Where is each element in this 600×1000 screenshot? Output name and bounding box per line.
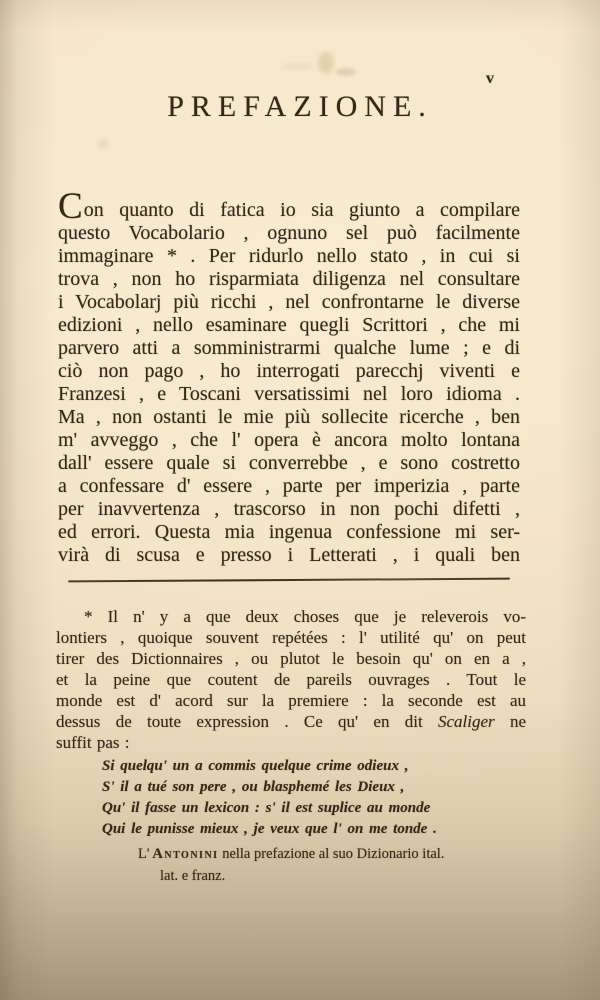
footnote-line: tirer des Dictionnaires , ou plutot le besoin qu' on en a , xyxy=(56,649,526,668)
scan-smudge xyxy=(318,52,334,74)
footnote-line-text: ne xyxy=(494,712,526,731)
attribution-line-1 xyxy=(138,843,558,865)
footnote-block xyxy=(56,606,526,753)
paragraph-line: questo Vocabolario , ognuno sel può facilmente xyxy=(58,222,520,244)
verse-line: Si quelqu' un a commis quelque crime odieux , xyxy=(102,758,409,774)
attribution-line-2: lat. e franz. xyxy=(160,868,226,884)
footnote-line: lontiers , quoique souvent repétées : l' utilité qu' on peut xyxy=(56,628,526,647)
verse-line: Qu' il fasse un lexicon : s' il est suplice au monde xyxy=(102,800,431,816)
paragraph-first-line xyxy=(58,186,520,227)
footnote-attribution xyxy=(138,843,558,887)
paragraph-line: dall' essere quale si converrebbe , e sono costretto xyxy=(58,452,520,474)
verse-quotation xyxy=(102,756,522,840)
scan-smudge xyxy=(282,64,312,69)
verse-line: S' il a tué son pere , ou blasphemé les Dieux , xyxy=(102,779,405,795)
attribution-rest: nella prefazione al suo Dizionario ital. xyxy=(218,846,445,862)
footnote-lines xyxy=(56,606,526,711)
paragraph-line: immaginare * . Per ridurlo nello stato , in cui si xyxy=(58,245,520,267)
footnote-line xyxy=(56,711,526,732)
footnote-last-line: suffit pas : xyxy=(56,733,130,752)
scan-smudge xyxy=(336,68,356,76)
paragraph-line: parvero atti a somministrarmi qualche lume ; e di xyxy=(58,337,520,359)
paragraph-line: m' avveggo , che l' opera è ancora molto lontana xyxy=(58,429,520,451)
paragraph-line: virà di scusa e presso i Letterati , i quali ben xyxy=(58,544,520,566)
footnote-line-text: dessus de toute expression . Ce qu' en dit xyxy=(56,712,438,731)
scan-smudge xyxy=(98,139,108,149)
paragraph-line: Ma , non ostanti le mie più sollecite ricerche , ben xyxy=(58,406,520,428)
paragraph-line: edizioni , nello esaminare quegli Scrittori , che mi xyxy=(58,314,520,336)
footnote-line: monde est d' acord sur la premiere : la seconde est au xyxy=(56,691,526,710)
paragraph-line: a confessare d' essere , parte per imperizia , parte xyxy=(58,475,520,497)
page-title: PREFAZIONE. xyxy=(167,90,433,123)
footnote-separator xyxy=(68,578,510,583)
paragraph-line: trova , non ho risparmiata diligenza nel consultare xyxy=(58,268,520,290)
cited-author-antonini: Antonini xyxy=(152,846,219,862)
paragraph-line: i Vocabolarj più ricchi , nel confrontarne le diverse xyxy=(58,291,520,313)
page-number: v xyxy=(486,70,495,87)
cited-author-scaliger: Scaliger xyxy=(438,712,495,731)
footnote-line: * Il n' y a que deux choses que je releverois vo- xyxy=(84,607,526,626)
footnote-line: et la peine que coutent de pareils ouvrages . Tout le xyxy=(56,670,526,689)
paragraph-line: Franzesi , e Toscani versatissimi nel loro idioma . xyxy=(58,383,520,405)
preface-paragraph xyxy=(58,186,520,567)
verse-line: Qui le punisse mieux , je veux que l' on me tonde . xyxy=(102,821,437,837)
dropcap-initial: C xyxy=(58,186,84,227)
paragraph-line: per inavvertenza , trascorso in non pochi difetti , xyxy=(58,498,520,520)
paragraph-line-text: on quanto di fatica io sia giunto a compilare xyxy=(83,199,520,221)
attribution-prefix: L' xyxy=(138,846,153,862)
paragraph-lines xyxy=(58,222,520,567)
paragraph-line: ciò non pago , ho interrogati parecchj viventi e xyxy=(58,360,520,382)
paragraph-line: ed errori. Questa mia ingenua confessione mi ser- xyxy=(58,521,520,543)
